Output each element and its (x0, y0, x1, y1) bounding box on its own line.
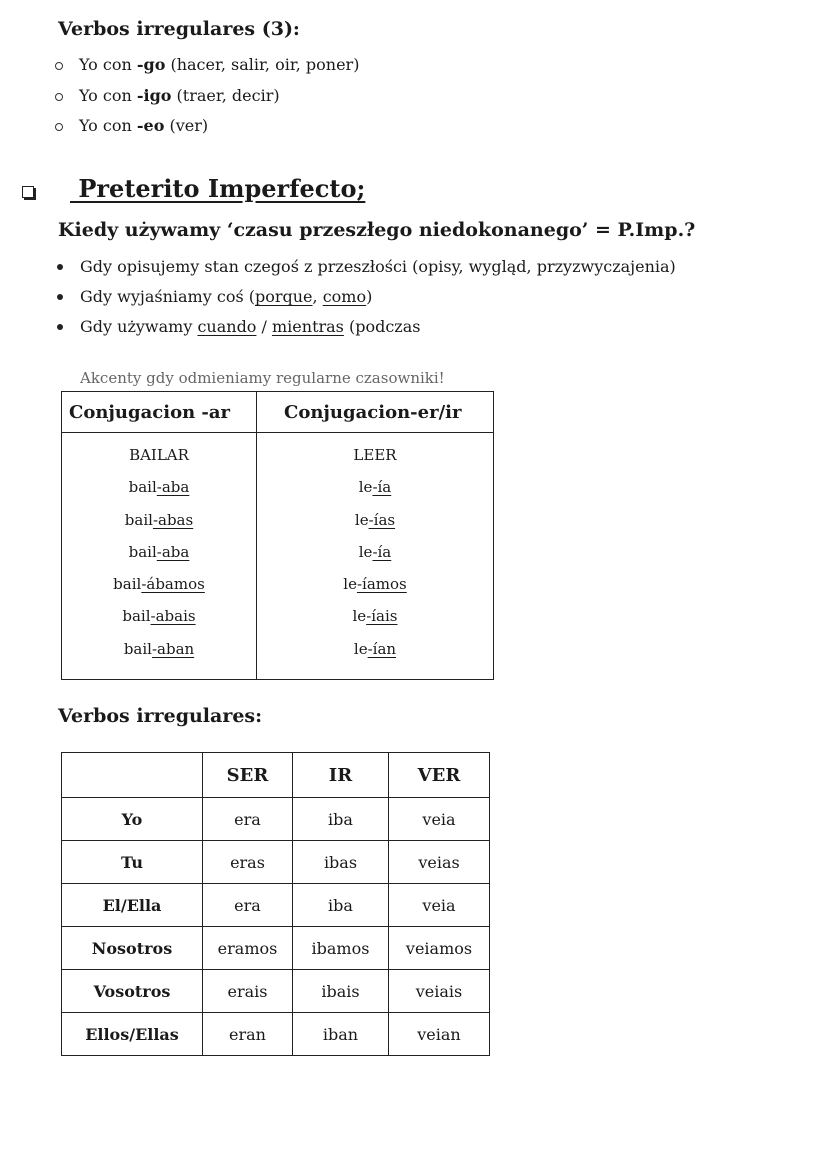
checkbox-icon[interactable] (22, 186, 34, 198)
ending: -abas (152, 510, 194, 529)
bullet-icon (57, 294, 63, 300)
person-cell: Yo (62, 798, 203, 841)
er-form (257, 536, 493, 568)
ending: -abais (150, 607, 196, 626)
person-cell: Nosotros (62, 927, 203, 970)
list-item-text: / (256, 317, 272, 336)
table-row (62, 841, 490, 884)
ir-cell: iba (293, 798, 389, 841)
er-form (257, 504, 493, 536)
er-form (257, 568, 493, 600)
ar-column (62, 433, 257, 680)
ser-cell: erais (203, 970, 293, 1013)
header-ar: Conjugacion -ar (62, 392, 257, 433)
list-item-bold: -igo (136, 85, 172, 105)
table-header-row (62, 392, 494, 433)
ending: -aba (156, 542, 190, 561)
list-item-text: Yo con (79, 55, 137, 74)
usage-question: Kiedy używamy ‘czasu przeszłego niedokonanego’ = P.Imp.? (58, 219, 696, 241)
list-item-text: Gdy wyjaśniamy coś ( (80, 287, 255, 306)
keyword-porque: porque (254, 287, 313, 306)
header-empty (62, 753, 203, 798)
list-item-text: (ver) (164, 116, 209, 135)
ar-form (62, 633, 256, 665)
ending: -aba (156, 478, 190, 497)
bullet-icon (57, 324, 63, 330)
table-row (62, 970, 490, 1013)
ir-cell: ibas (293, 841, 389, 884)
table-row (62, 884, 490, 927)
ending: -ías (368, 510, 396, 529)
ar-form (62, 536, 256, 568)
ending: -ábamos (141, 575, 205, 594)
ar-form (62, 471, 256, 503)
table-row (62, 1013, 490, 1056)
ser-cell: era (203, 884, 293, 927)
keyword-mientras: mientras (272, 317, 344, 336)
irregular-verbs-table (61, 752, 490, 1056)
person-cell: El/Ella (62, 884, 203, 927)
list-item (55, 50, 359, 81)
table-row (62, 927, 490, 970)
accent-note: Akcenty gdy odmieniamy regularne czasowniki! (80, 369, 445, 387)
table-row (62, 433, 494, 680)
stem: bail (122, 607, 151, 626)
ar-form (62, 600, 256, 632)
keyword-cuando: cuando (197, 317, 257, 336)
regular-conjugation-table (61, 391, 494, 680)
ir-cell: iba (293, 884, 389, 927)
ar-form (62, 504, 256, 536)
table-header-row (62, 753, 490, 798)
circle-bullet-icon (55, 62, 63, 70)
verb-infinitive-ar: BAILAR (129, 446, 189, 464)
header-ver: VER (389, 753, 490, 798)
ar-form (62, 568, 256, 600)
list-item-text: , (312, 287, 323, 306)
list-item (55, 81, 359, 112)
ser-cell: eran (203, 1013, 293, 1056)
list-item-bold: -eo (136, 116, 165, 135)
list-item-text: Gdy opisujemy stan czegoś z przeszłości (opisy, wygląd, przyzwyczajenia) (80, 257, 676, 276)
stem: le (354, 510, 369, 529)
ending: -aban (151, 639, 195, 658)
stem: bail (128, 478, 157, 497)
stem: le (358, 478, 373, 497)
bullet-icon (57, 264, 63, 270)
ver-cell: veian (389, 1013, 490, 1056)
keyword-como: como (322, 287, 367, 306)
ser-cell: era (203, 798, 293, 841)
section-title-preterito-imperfecto: Preterito Imperfecto; (70, 174, 366, 203)
ir-cell: iban (293, 1013, 389, 1056)
ending: -íais (366, 607, 398, 626)
header-ir: IR (293, 753, 389, 798)
stem: le (352, 607, 367, 626)
person-cell: Vosotros (62, 970, 203, 1013)
verb-infinitive-er: LEER (353, 446, 397, 464)
er-form (257, 600, 493, 632)
list-item-bold: -go (136, 55, 166, 74)
list-item (55, 252, 676, 282)
list-item (55, 282, 676, 312)
person-cell: Tu (62, 841, 203, 884)
ver-cell: veia (389, 884, 490, 927)
ir-cell: ibais (293, 970, 389, 1013)
ending: -ían (367, 639, 397, 658)
list-item (55, 111, 359, 142)
ir-cell: ibamos (293, 927, 389, 970)
header-er-ir: Conjugacion-er/ir (257, 392, 494, 433)
ver-cell: veiais (389, 970, 490, 1013)
ser-cell: eramos (203, 927, 293, 970)
circle-bullet-icon (55, 93, 63, 101)
circle-bullet-icon (55, 123, 63, 131)
ending: -ía (372, 478, 392, 497)
list-item-text: (hacer, salir, oir, poner) (165, 55, 360, 74)
list-item (55, 312, 676, 342)
ver-cell: veias (389, 841, 490, 884)
irregular-yo-forms-list (55, 50, 359, 142)
list-item-text: (traer, decir) (171, 85, 280, 105)
list-item-text: (podczas (343, 317, 421, 336)
list-item-text: Yo con (79, 116, 137, 135)
section-title-irregular-verbs-3: Verbos irregulares (3): (58, 18, 300, 40)
list-item-text: Yo con (79, 85, 137, 105)
list-item-text: ) (366, 287, 373, 306)
ver-cell: veia (389, 798, 490, 841)
list-item-text: Gdy używamy (80, 317, 198, 336)
er-form (257, 633, 493, 665)
stem: le (343, 575, 357, 594)
section-title-irregular-verbs: Verbos irregulares: (58, 705, 263, 727)
ending: -ía (372, 542, 392, 561)
header-ser: SER (203, 753, 293, 798)
ser-cell: eras (203, 841, 293, 884)
er-form (257, 471, 493, 503)
table-row (62, 798, 490, 841)
stem: bail (123, 639, 152, 658)
er-ir-column (257, 433, 494, 680)
stem: bail (128, 542, 157, 561)
stem: le (358, 542, 373, 561)
ending: -íamos (356, 575, 407, 594)
stem: bail (113, 575, 142, 594)
stem: bail (124, 510, 153, 529)
ver-cell: veiamos (389, 927, 490, 970)
person-cell: Ellos/Ellas (62, 1013, 203, 1056)
stem: le (353, 639, 368, 658)
usage-list (55, 252, 676, 342)
